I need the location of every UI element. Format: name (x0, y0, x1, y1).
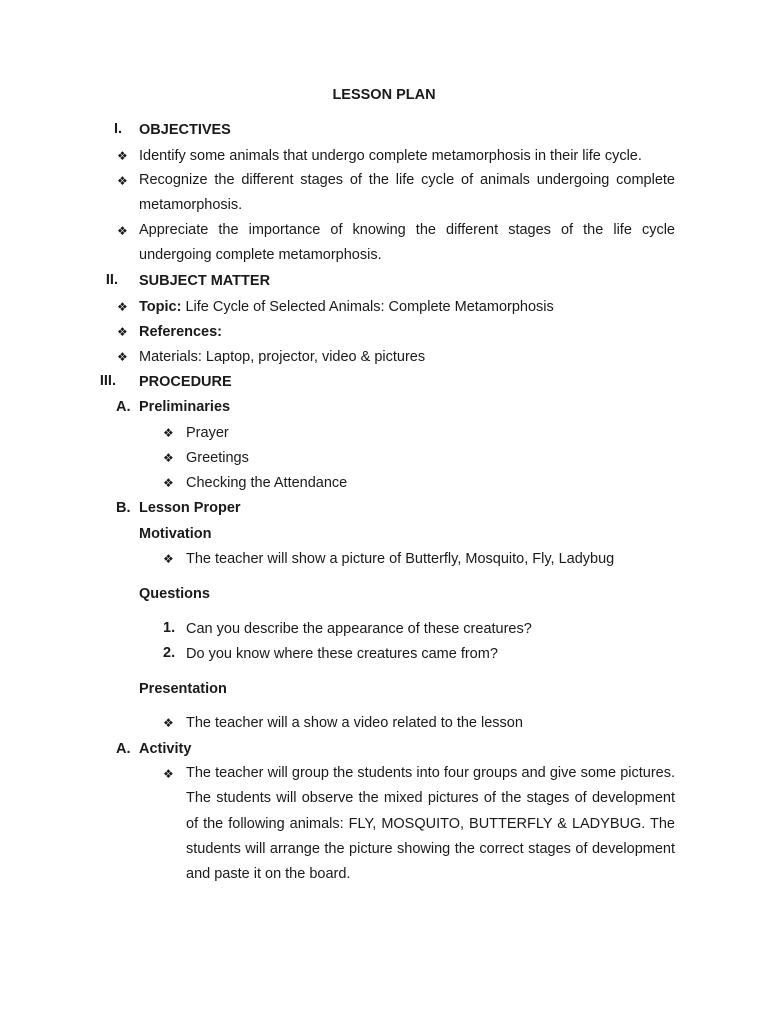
bullet-icon: ❖ (117, 325, 128, 339)
preliminary-item: Checking the Attendance (186, 475, 348, 491)
subsection-heading-lesson-proper: Lesson Proper (139, 500, 241, 516)
bullet-icon: ❖ (163, 451, 174, 465)
bullet-icon: ❖ (163, 426, 174, 440)
references-label: References: (139, 324, 223, 340)
questions-heading: Questions (139, 586, 210, 602)
bullet-icon: ❖ (117, 350, 128, 364)
section-numeral-procedure: III. (99, 373, 116, 389)
bullet-icon: ❖ (163, 552, 174, 566)
bullet-icon: ❖ (163, 767, 174, 781)
motivation-item: The teacher will show a picture of Butterfly, Mosquito, Fly, Ladybug (186, 551, 615, 567)
subsection-letter: A. (116, 399, 131, 415)
objective-item: Recognize the different stages of the life cycle of animals undergoing complete metamorphosis. (139, 172, 675, 214)
bullet-icon: ❖ (163, 716, 174, 730)
bullet-icon: ❖ (117, 224, 128, 238)
bullet-icon: ❖ (117, 149, 128, 163)
section-heading-procedure: PROCEDURE (139, 374, 232, 390)
subsection-heading-preliminaries: Preliminaries (139, 399, 231, 415)
section-heading-subject-matter: SUBJECT MATTER (139, 273, 271, 289)
preliminary-item: Greetings (186, 450, 249, 466)
section-numeral-objectives: I. (113, 121, 122, 137)
motivation-heading: Motivation (139, 526, 212, 542)
presentation-item: The teacher will a show a video related to the lesson (186, 715, 523, 731)
question-number: 2. (163, 645, 176, 661)
bullet-icon: ❖ (117, 174, 128, 188)
presentation-heading: Presentation (139, 681, 227, 697)
section-numeral-subject-matter: II. (105, 272, 118, 288)
document-title: LESSON PLAN (332, 87, 436, 103)
subsection-letter: A. (116, 741, 131, 757)
bullet-icon: ❖ (117, 300, 128, 314)
topic-label: Topic: (139, 299, 182, 315)
question-text: Do you know where these creatures came from? (186, 646, 498, 662)
preliminary-item: Prayer (186, 425, 229, 441)
materials-line: Materials: Laptop, projector, video & pictures (139, 349, 426, 365)
topic-value: Life Cycle of Selected Animals: Complete Metamorphosis (181, 299, 554, 315)
subsection-heading-activity: Activity (139, 741, 192, 757)
question-number: 1. (163, 620, 176, 636)
subsection-letter: B. (116, 500, 131, 516)
objective-item: Identify some animals that undergo complete metamorphosis in their life cycle. (139, 148, 642, 164)
question-text: Can you describe the appearance of these creatures? (186, 621, 532, 637)
objective-item: Appreciate the importance of knowing the different stages of the life cycle undergoing complete metamorphosis. (139, 222, 675, 264)
bullet-icon: ❖ (163, 476, 174, 490)
section-heading-objectives: OBJECTIVES (139, 122, 231, 138)
activity-item: The teacher will group the students into four groups and give some pictures. The students will observe the mixed pictures of the stages of development of the following animals: FLY, MOSQUITO, BUTTERFLY & LADYBUG. The students will arrange the picture showing the correct stages of development and paste it on the board. (186, 765, 675, 883)
topic-line (139, 298, 554, 316)
